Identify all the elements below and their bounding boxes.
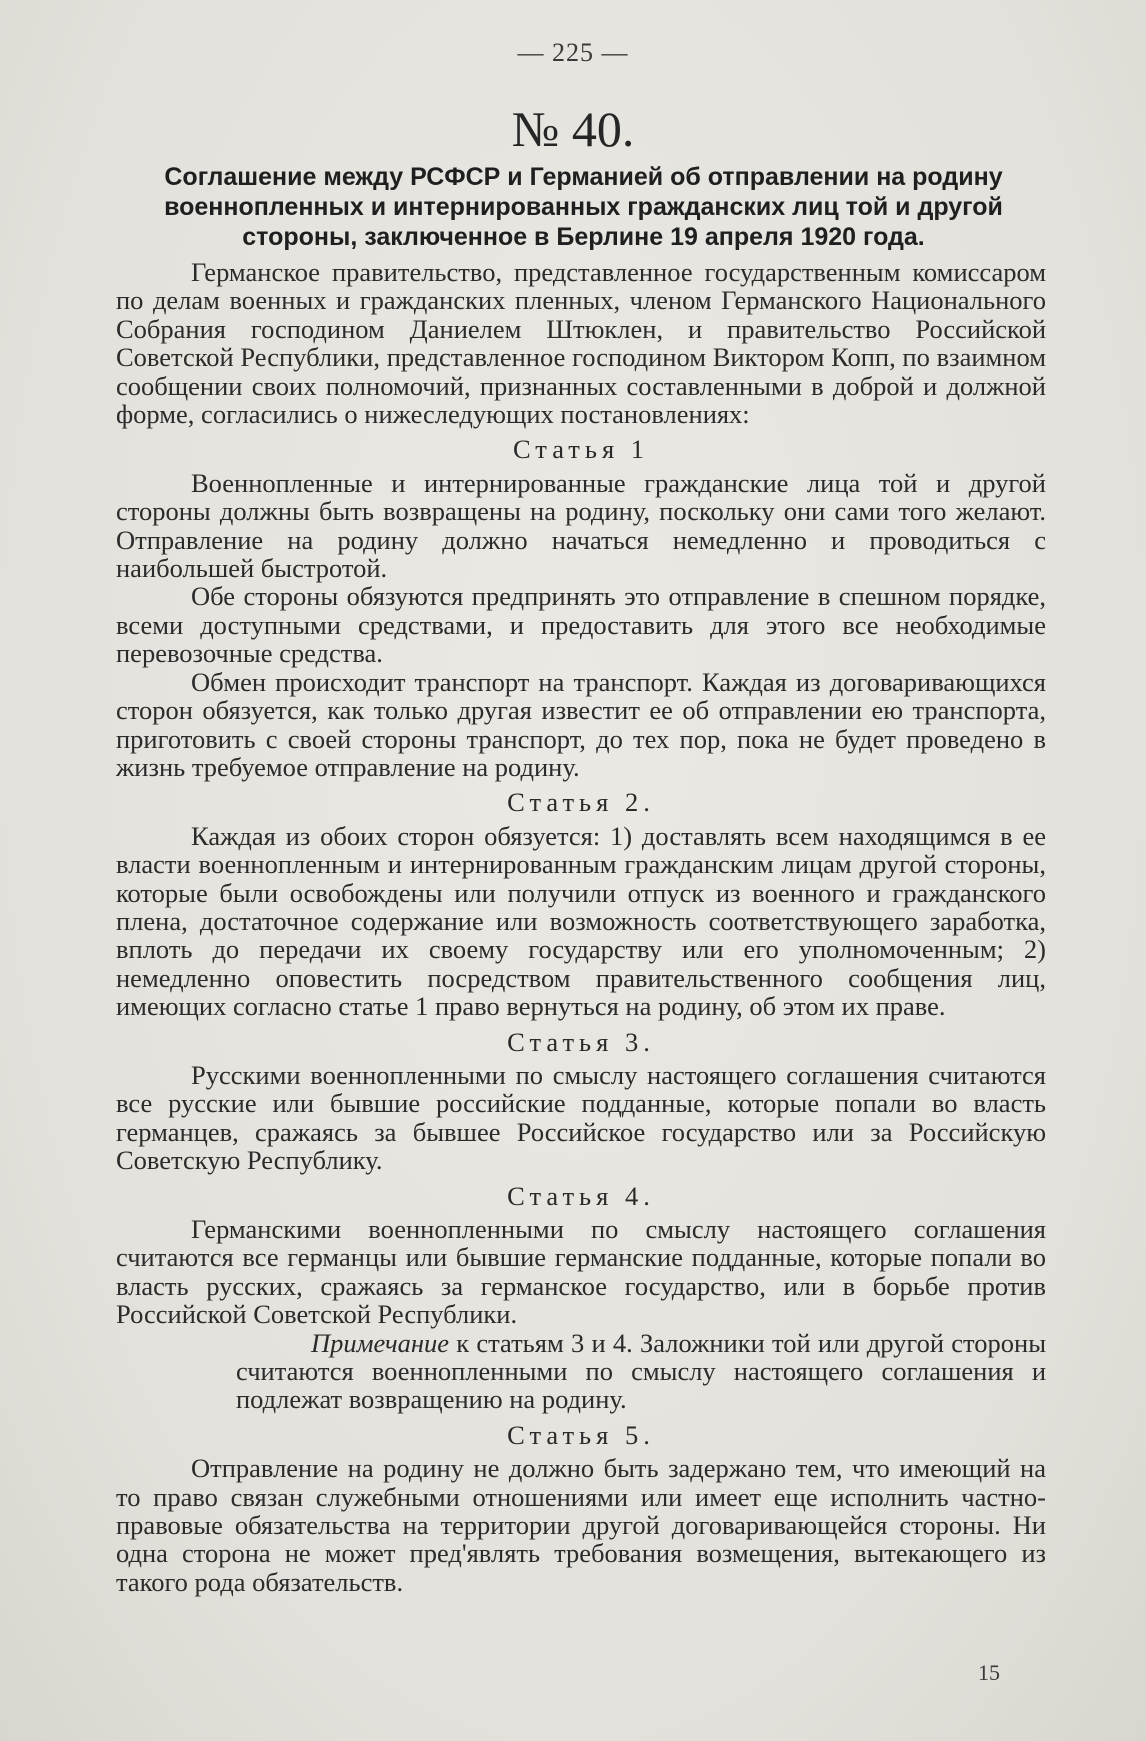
page-number: — 225 — bbox=[517, 38, 629, 67]
document-title: Соглашение между РСФСР и Германией об отправлении на родину военнопленных и интернированных гражданских лиц той и другой стороны, заключенное в Берлине 19 апреля 1920 года. bbox=[164, 163, 1003, 251]
article-2-paragraph-1: Каждая из обоих сторон обязуется: 1) доставлять всем находящимся в ее власти военнопленным и интернированным гражданским лицам другой стороны, которые были освобождены или получили отпуск из военного и гражданского плена, достаточное содержание или возможность соответствующего заработка, вплоть до передачи их своему государству или его уполномоченным; 2) немедленно оповестить посредством правительственного сообщения лиц, имеющих согласно статье 1 право вернуться на родину, об этом их праве. bbox=[116, 820, 1046, 1022]
document-number: № 40. bbox=[511, 101, 635, 157]
note-label: Примечание bbox=[311, 1327, 450, 1358]
article-3-heading: Статья 3. bbox=[507, 1026, 655, 1057]
article-5-heading: Статья 5. bbox=[507, 1419, 655, 1450]
preamble-paragraph: Германское правительство, представленное государственным комиссаром по делам военных и гражданских пленных, членом Германского Национального Собрания господином Даниелем Штюклен, и правительство Российской Советской Республики, представленное господином Виктором Копп, по взаимном сообщении своих полномочий, признанных составленными в доброй и должной форме, согласились о нижеследующих постановлениях: bbox=[116, 257, 1046, 430]
article-4-paragraph-1: Германскими военнопленными по смыслу настоящего соглашения считаются все германцы или бывшие германские подданные, которые попали во власть русских, сражаясь за германское государство, или в борьбе против Российской Советской Республики. bbox=[116, 1214, 1046, 1330]
article-3-paragraph-1: Русскими военнопленными по смыслу настоящего соглашения считаются все русские или бывшие российские подданные, которые попали во власть германцев, сражаясь за бывшее Российское государство или за Российскую Советскую Республику. bbox=[116, 1059, 1046, 1176]
article-1-paragraph-3: Обмен происходит транспорт на транспорт. Каждая из договаривающихся сторон обязуется, как только другая известит ее об отправлении ею транспорта, приготовить с своей стороны транспорт, до тех пор, пока не будет проведено в жизнь требуемое отправление на родину. bbox=[116, 666, 1046, 782]
article-4-note bbox=[236, 1329, 1046, 1414]
article-1-paragraph-1: Военнопленные и интернированные гражданские лица той и другой стороны должны быть возвращены на родину, поскольку они сами того желают. Отправление на родину должно начаться немедленно и проводиться с наибольшей быстротой. bbox=[116, 467, 1046, 584]
article-4-heading: Статья 4. bbox=[507, 1180, 655, 1211]
document-body bbox=[116, 258, 1046, 1596]
signature-mark: 15 bbox=[978, 1660, 1000, 1685]
note-text: к статьям 3 и 4. Заложники той или другой стороны считаются военнопленными по смыслу настоящего соглашения и подлежат возвращению на родину. bbox=[236, 1327, 1046, 1415]
article-5-paragraph-1: Отправление на родину не должно быть задержано тем, что имеющий на то право связан служебными отношениями или имеет еще исполнить частно-правовые обязательства на территории другой договаривающейся стороны. Ни одна сторона не может пред'являть требования возмещения, вытекающего из такого рода обязательств. bbox=[116, 1453, 1046, 1597]
article-2-heading: Статья 2. bbox=[507, 787, 655, 818]
article-1-heading: Статья 1 bbox=[512, 434, 650, 465]
article-1-paragraph-2: Обе стороны обязуются предпринять это отправление в спешном порядке, всеми доступными средствами, и предоставить для этого все необходимые перевозочные средства. bbox=[116, 581, 1046, 669]
